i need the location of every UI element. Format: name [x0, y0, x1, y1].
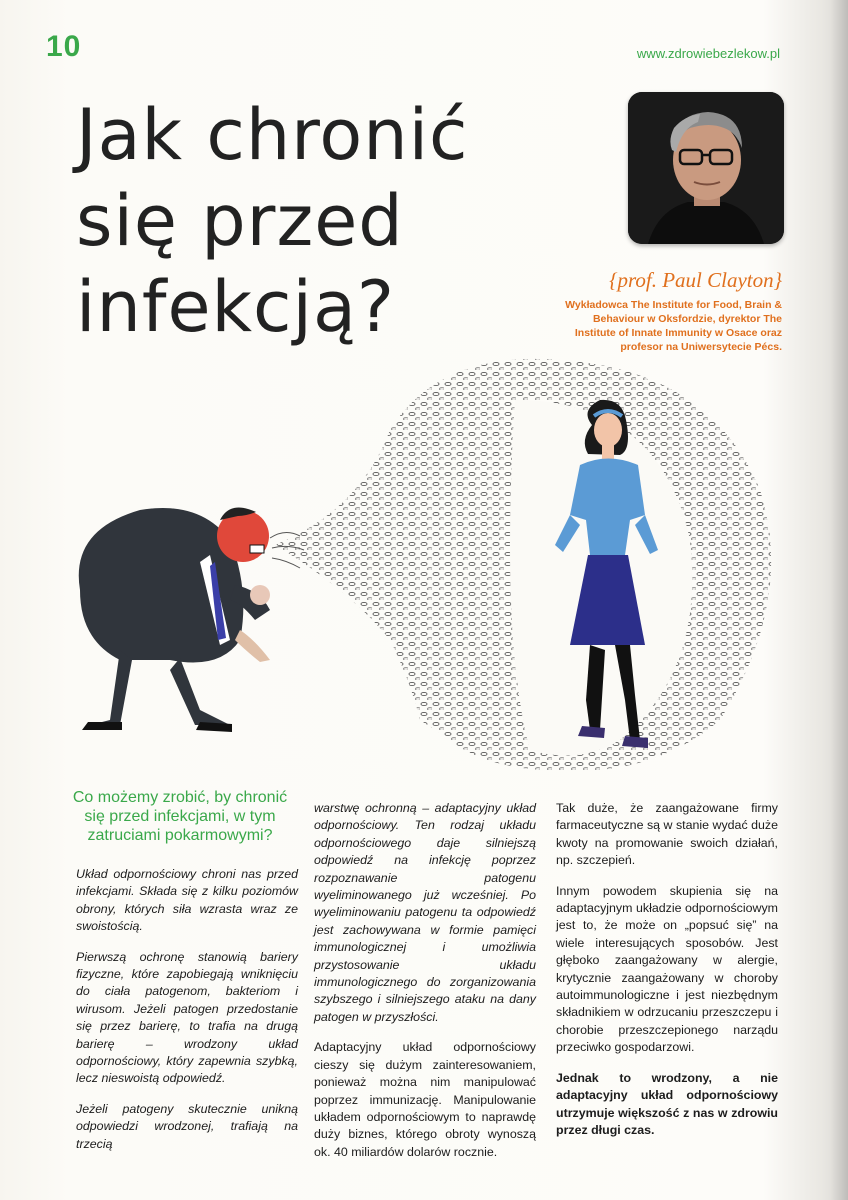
title-line-1: Jak chronić: [76, 94, 469, 176]
paragraph: Innym powodem skupienia się na adaptacyjnym układzie odpornościowym jest to, że może on „popsuć się” na wiele interesujących sposobów. Jest głęboko zaangażowany w alergie, krytycznie zaangażowany w choroby autoimmunologiczne i jest niezbędnym składnikiem w odrzucaniu przeszczepu i chorobie przeszczepionego narządu przeciwko gospodarzowi.: [556, 883, 778, 1055]
paragraph: Tak duże, że zaangażowane firmy farmaceutyczne są w stanie wydać duże kwoty na promowanie swoich działań, np. szczepień.: [556, 801, 778, 868]
paragraph: Adaptacyjny układ odpornościowy cieszy się dużym zainteresowaniem, ponieważ można nim manipulować poprzez immunizację. Manipulowanie układem odpornościowym to naprawdę duży biznes, którego obroty wynoszą ok. 40 miliardów dolarów rocznie.: [314, 1040, 536, 1159]
title-line-3: infekcją?: [76, 266, 396, 348]
paragraph: Pierwszą ochronę stanowią bariery fizyczne, które zapobiegają wniknięciu do ciała patogenom, bakteriom i wirusom. Jeżeli patogen przedostanie się przez barierę, to trafia na drugą barierę – wrodzony układ odpornościowy, który zapewnia szybką, lecz nieswoistą odpowiedź.: [76, 949, 298, 1086]
text-column-3: [556, 800, 778, 1152]
immune-shield-illustration: [60, 340, 800, 780]
title-line-2: się przed: [76, 180, 404, 262]
paragraph: Jeżeli patogeny skutecznie unikną odpowiedzi wrodzonej, trafiają na trzecią: [76, 1101, 298, 1151]
paragraph: Układ odpornościowy chroni nas przed infekcjami. Składa się z kilku poziomów obrony, których siła wzrasta wraz ze swoistością.: [76, 867, 298, 934]
page-fold-shadow: [830, 0, 848, 1200]
sick-man-figure: [79, 508, 270, 733]
author-portrait-icon: [628, 92, 784, 244]
section-subheading: Co możemy zrobić, by chronić się przed infekcjami, w tym zatruciami pokarmowymi?: [72, 789, 288, 844]
text-column-1: [76, 866, 298, 1166]
text-column-2: [314, 800, 536, 1174]
author-description: Wykładowca The Institute for Food, Brain & Behaviour w Oksfordzie, dyrektor The Institute of Innate Immunity w Osace oraz profesor na Uniwersytecie Pécs.: [565, 299, 782, 353]
website-link[interactable]: www.zdrowiebezlekow.pl: [636, 46, 780, 61]
paragraph-bold-conclusion: Jednak to wrodzony, a nie adaptacyjny układ odpornościowy utrzymuje większość z nas w zdrowiu przez długi czas.: [556, 1070, 778, 1137]
author-photo: [628, 92, 784, 244]
article-title: [76, 92, 616, 350]
author-name: {prof. Paul Clayton}: [609, 268, 782, 292]
paragraph: warstwę ochronną – adaptacyjny układ odpornościowy. Ten rodzaj układu odpornościowego daje silniejszą odpowiedź na infekcję poprzez rozpoznawanie patogenu wyeliminowanego już wcześniej. Po wyeliminowaniu patogenu ta odpowiedź jest zachowywana w formie pamięci immunologicznej i umożliwia przystosowanie układu immunologicznego do zorganizowania szybszego i silniejszego ataku na dany patogen w przyszłości.: [314, 801, 536, 1024]
page-number: 10: [46, 30, 82, 63]
